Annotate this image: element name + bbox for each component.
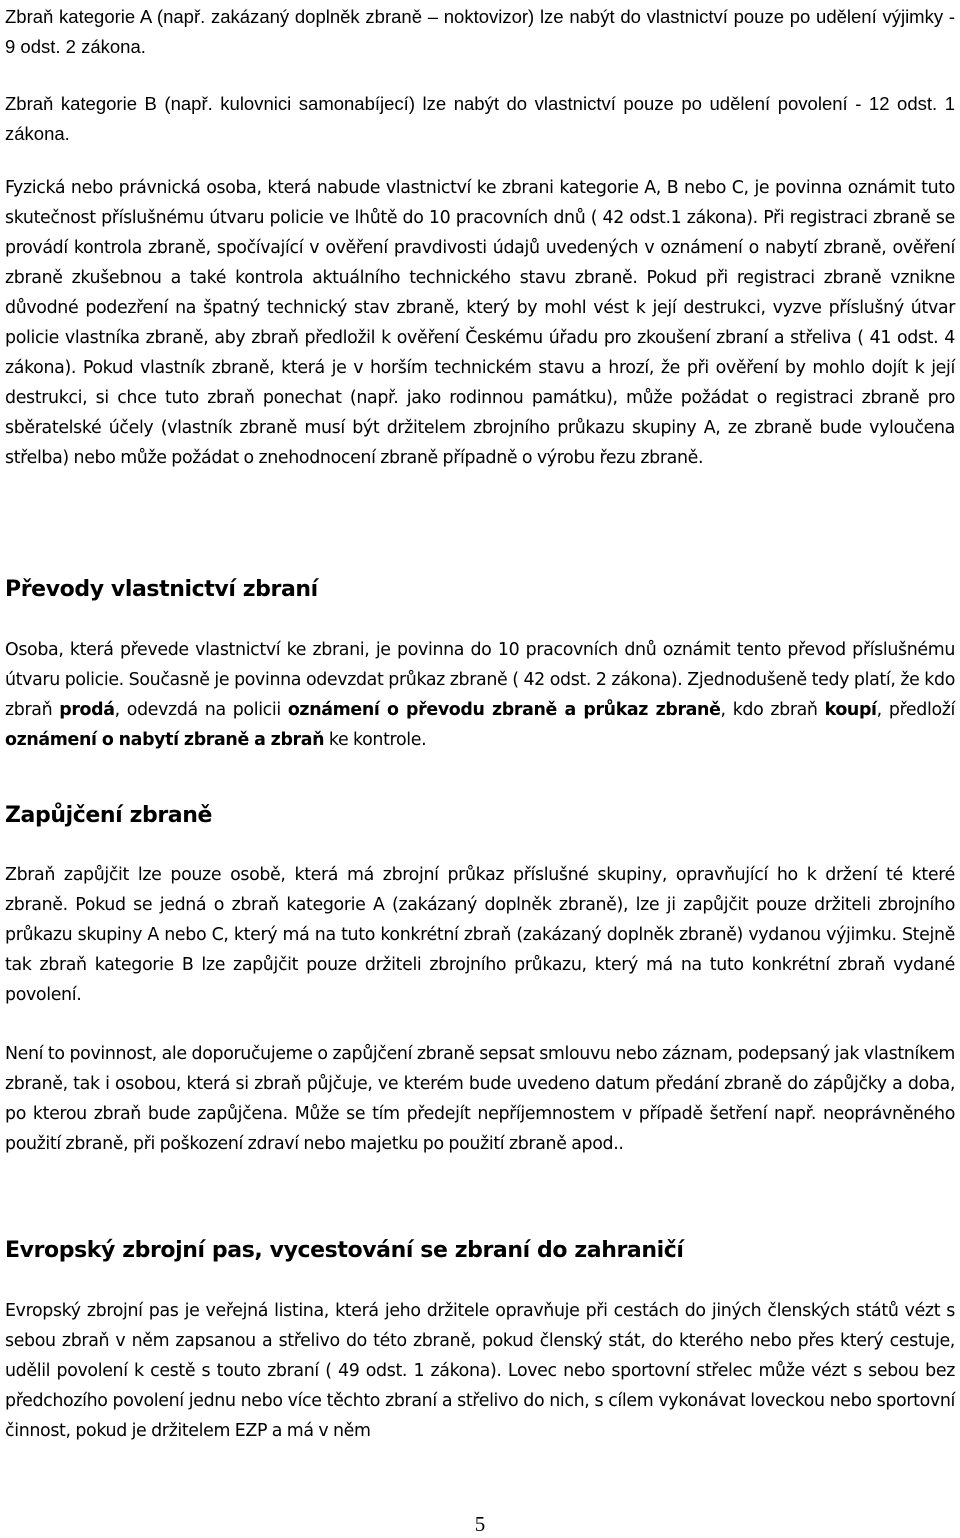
- text-segment: , kdo zbraň: [720, 700, 825, 720]
- text-segment: , předloží: [876, 700, 955, 720]
- paragraph-european-firearms-pass: Evropský zbrojní pas je veřejná listina, která jeho držitele opravňuje při cestách do jiných členských států vézt s sebou zbraň v něm zapsanou a střelivo do této zbraně, pokud členský stát, do kterého nebo přes který cestuje, udělil povolení k cestě s touto zbraní ( 49 odst. 1 zákona). Lovec nebo sportovní střelec může vézt s sebou bez předchozího povolení jednu nebo více těchto zbraní a střelivo do nich, s cílem vykonávat loveckou nebo sportovní činnost, pokud je držitelem EZP a má v něm: [5, 1301, 955, 1441]
- paragraph-lending-recommendation: Není to povinnost, ale doporučujeme o zapůjčení zbraně sepsat smlouvu nebo záznam, podepsaný jak vlastníkem zbraně, tak i osobou, která si zbraň půjčuje, ve kterém bude uvedeno datum předání zbraně do zápůjčky a doba, po kterou zbraň bude zapůjčena. Může se tím předejít nepříjemnostem v případě šetření např. neoprávněného použití zbraně, při poškození zdraví nebo majetku po použití zbraně apod..: [5, 1044, 955, 1154]
- paragraph-category-b: Zbraň kategorie B (např. kulovnici samonabíjecí) lze nabýt do vlastnictví pouze po udělení povolení - 12 odst. 1 zákona.: [5, 93, 955, 144]
- page-number: 5: [474, 1512, 486, 1536]
- heading-lending: Zapůjčení zbraně: [5, 803, 213, 828]
- paragraph-registration: Fyzická nebo právnická osoba, která nabude vlastnictví ke zbrani kategorie A, B nebo C, je povinna oznámit tuto skutečnost příslušnému útvaru policie ve lhůtě do 10 pracovních dnů ( 42 odst.1 zákona). Při registraci zbraně se provádí kontrola zbraně, spočívající v ověření pravdivosti údajů uvedených v oznámení o nabytí zbraně, ověření zbraně zkušebnou a také kontrola aktuálního technického stavu zbraně. Pokud při registraci zbraně vznikne důvodné podezření na špatný technický stav zbraně, který by mohl vést k její destrukci, vyzve příslušný útvar policie vlastníka zbraně, aby zbraň předložil k ověření Českému úřadu pro zkoušení zbraní a střeliva ( 41 odst. 4 zákona). Pokud vlastník zbraně, která je v horším technickém stavu a hrozí, že při ověření by mohlo dojít k její destrukci, si chce tuto zbraň ponechat (např. jako rodinnou památku), může požádat o registraci zbraně pro sběratelské účely (vlastník zbraně musí být držitelem zbrojního průkazu skupiny A, ze zbraně bude vyloučena střelba) nebo může požádat o znehodnocení zbraně případně o výrobu řezu zbraně.: [5, 178, 955, 468]
- text-segment: , odevzdá na policii: [114, 700, 288, 720]
- text-segment: Osoba, která převede vlastnictví ke zbrani, je povinna do 10 pracovních dnů oznámit tento převod příslušnému útvaru policie. Současně je povinna odevzdat průkaz zbraně ( 42 odst. 2 zákona). Zjednodušeně tedy platí, že kdo zbraň: [5, 640, 955, 720]
- bold-acquisition-notice: oznámení o nabytí zbraně a zbraň: [5, 730, 325, 750]
- bold-buys: koupí: [824, 700, 877, 720]
- paragraph-ownership-transfer: [5, 635, 955, 755]
- paragraph-lending-rules: Zbraň zapůjčit lze pouze osobě, která má zbrojní průkaz příslušné skupiny, opravňující ho k držení té které zbraně. Pokud se jedná o zbraň kategorie A (zakázaný doplněk zbraně), lze ji zapůjčit pouze držiteli zbrojního průkazu skupiny A nebo C, který má na tuto konkrétní zbraň (zakázaný doplněk zbraně) vydanou výjimku. Stejně tak zbraň kategorie B lze zapůjčit pouze držiteli zbrojního průkazu, který má na tuto konkrétní zbraň vydané povolení.: [5, 865, 955, 1005]
- text-segment: ke kontrole.: [324, 730, 427, 750]
- bold-sells: prodá: [59, 700, 115, 720]
- bold-transfer-notice: oznámení o převodu zbraně a průkaz zbraně: [287, 700, 721, 720]
- heading-european-firearms-pass: Evropský zbrojní pas, vycestování se zbraní do zahraničí: [5, 1238, 684, 1263]
- paragraph-category-a: Zbraň kategorie A (např. zakázaný doplněk zbraně – noktovizor) lze nabýt do vlastnictví pouze po udělení výjimky - 9 odst. 2 zákona.: [5, 6, 955, 57]
- heading-ownership-transfer: Převody vlastnictví zbraní: [5, 577, 318, 602]
